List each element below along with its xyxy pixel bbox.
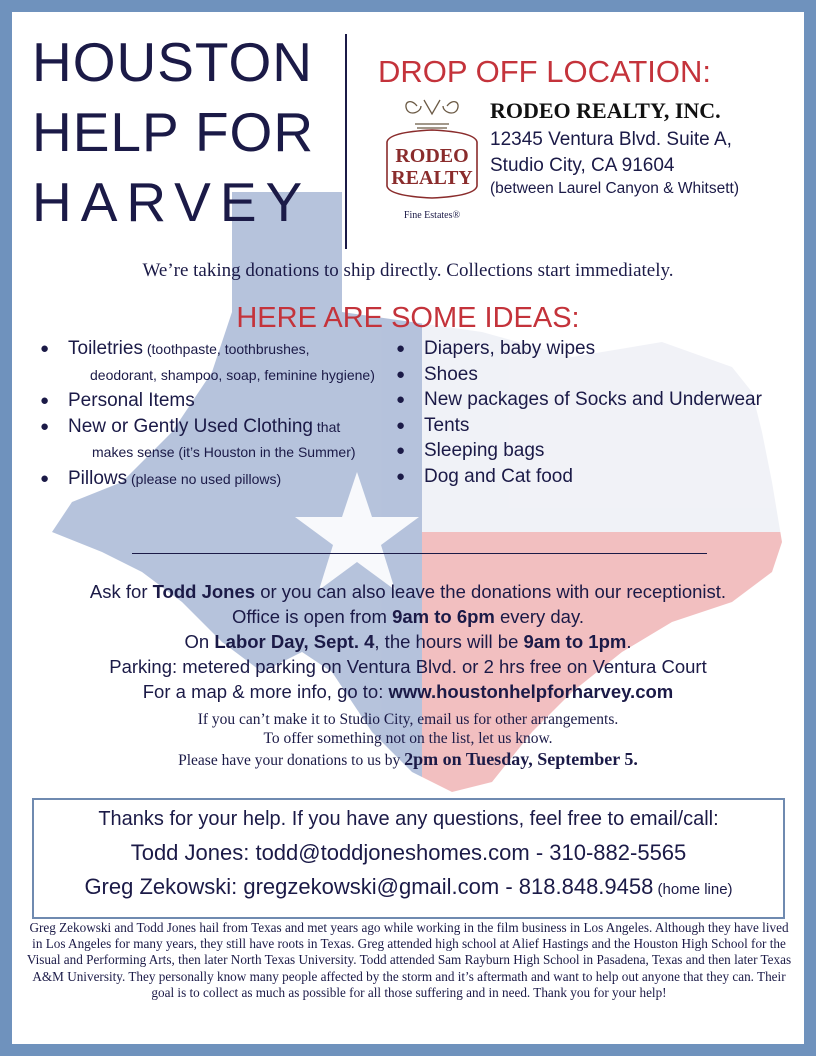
bullet-icon: ● <box>40 469 50 487</box>
list-item: ● New or Gently Used Clothing that <box>34 414 375 441</box>
bullet-icon: ● <box>40 417 50 435</box>
bullet-icon: ● <box>396 340 406 357</box>
note-studio-city: If you can’t make it to Studio City, email us for other arrangements. <box>197 711 619 728</box>
contact-box <box>32 798 785 919</box>
note-deadline: Please have your donations to us by 2pm on Tuesday, September 5. <box>178 749 638 769</box>
ideas-list-right <box>390 336 762 489</box>
info-website: For a map & more info, go to: www.houstonhelpforharvey.com <box>142 681 674 702</box>
flyer-page <box>12 12 804 1044</box>
drop-off-heading: DROP OFF LOCATION: <box>378 54 711 89</box>
list-item: ● Toiletries (toothpaste, toothbrushes, <box>34 336 375 363</box>
title-line-2: HELP FOR <box>32 101 315 163</box>
ideas-heading: HERE ARE SOME IDEAS: <box>236 302 580 334</box>
logo-fine-estates: Fine Estates® <box>403 210 461 221</box>
rodeo-realty-logo <box>377 94 487 224</box>
address-line-1: 12345 Ventura Blvd. Suite A, <box>490 129 732 150</box>
title-line-1: HOUSTON <box>32 31 314 93</box>
website-link[interactable]: www.houstonhelpforharvey.com <box>388 681 674 702</box>
address-line-2: Studio City, CA 91604 <box>490 155 675 176</box>
info-parking: Parking: metered parking on Ventura Blvd. or 2 hrs free on Ventura Court <box>109 656 707 677</box>
bullet-icon: ● <box>396 391 406 408</box>
info-hours: Office is open from 9am to 6pm every day. <box>232 606 584 627</box>
note-offer: To offer something not on the list, let us know. <box>263 730 553 747</box>
contact-intro: Thanks for your help. If you have any questions, feel free to email/call: <box>98 808 719 830</box>
list-item-continuation: deodorant, shampoo, soap, feminine hygiene) <box>90 366 375 383</box>
section-divider <box>132 553 707 554</box>
list-item: ● Dog and Cat food <box>390 464 762 490</box>
list-item: ● Sleeping bags <box>390 438 762 464</box>
bullet-icon: ● <box>40 392 50 409</box>
list-item: ● Pillows (please no used pillows) <box>34 466 375 493</box>
list-item: ● Shoes <box>390 362 762 388</box>
title-divider <box>345 34 347 249</box>
title-line-3: HARVEY <box>32 171 312 233</box>
tagline: We’re taking donations to ship directly. Collections start immediately. <box>142 260 674 281</box>
logo-rodeo: RODEO <box>395 145 469 167</box>
contact-greg: Greg Zekowski: gregzekowski@gmail.com - 818.848.9458 (home line) <box>84 874 733 899</box>
bio-paragraph: Greg Zekowski and Todd Jones hail from Texas and met years ago while working in the film business in Los Angeles. Although they have lived in Los Angeles for many years, they still have roots in Texas. Greg attended high school at Alief Hastings and the Houston High School for the Visual and Performing Arts, then later North Texas University. Todd attended Sam Rayburn High School in Pasadena, Texas and then later Texas A&M University. They personally know many people affected by the storm and it’s aftermath and want to help out anyone that they can. Their goal is to collect as much as possible for all those suffering and in need. Thank you for your help! <box>26 920 792 1000</box>
list-item: ● New packages of Socks and Underwear <box>390 387 762 413</box>
contact-todd: Todd Jones: todd@toddjoneshomes.com - 310-882-5565 <box>130 840 687 865</box>
list-item: ● Diapers, baby wipes <box>390 336 762 362</box>
bullet-icon: ● <box>396 365 406 383</box>
ideas-list-left <box>34 336 375 492</box>
list-item: ● Tents <box>390 413 762 439</box>
bullet-icon: ● <box>396 416 406 434</box>
bullet-icon: ● <box>396 442 406 459</box>
list-item-continuation: makes sense (it’s Houston in the Summer) <box>92 444 356 460</box>
bullet-icon: ● <box>396 467 406 485</box>
bullet-icon: ● <box>40 340 50 357</box>
info-labor-day: On Labor Day, Sept. 4, the hours will be 9am to 1pm. <box>184 631 632 652</box>
company-name: RODEO REALTY, INC. <box>490 98 721 123</box>
info-ask-for: Ask for Todd Jones or you can also leave the donations with our receptionist. <box>89 581 727 602</box>
list-item: ● Personal Items <box>34 388 375 414</box>
address-note: (between Laurel Canyon & Whitsett) <box>490 180 739 197</box>
logo-realty: REALTY <box>391 167 473 189</box>
